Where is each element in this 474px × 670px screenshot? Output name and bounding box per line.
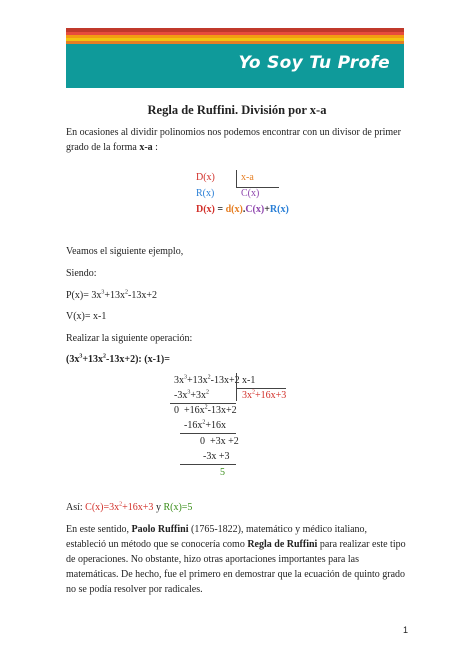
- header-banner: [66, 44, 404, 88]
- division-step-3: $-16x^2+16x$: [184, 419, 226, 431]
- divisor-underline: [236, 388, 286, 389]
- division-step-1: $-3x^3+3x^2$: [174, 389, 209, 401]
- divisor-label: x-a: [241, 172, 254, 183]
- result-line: Así: $C(x)=3x^2+16x+3$ y R(x)=5: [66, 501, 193, 513]
- division-formula: D(x) = d(x).C(x)+R(x): [196, 204, 289, 215]
- closing-paragraph: En este sentido, Paolo Ruffini (1765-1822), matemático y médico italiano, estableció un método que se conocería como Regla de Ruffini para realizar este tipo de operaciones. No obstante, hizo otras aportaciones importantes para las matemáticas. De hecho, fue el primero en demostrar que la ecuación de quinto grado no se podía resolver por radicales.: [66, 524, 406, 595]
- brand-logo: Yo Soy Tu Profe: [238, 53, 390, 73]
- polynomial-p: $P(x)= 3x^3+13x^2-13x+2$: [66, 289, 157, 301]
- polynomial-v: V(x)= x-1: [66, 311, 107, 322]
- page-number: 1: [402, 625, 408, 635]
- division-step-2: $0 +16x^2-13x+2$: [174, 404, 237, 416]
- division-divisor: x-1: [242, 375, 256, 386]
- intro-paragraph: En ocasiones al dividir polinomios nos podemos encontrar con un divisor de primer grado de la forma x-a :: [66, 127, 401, 153]
- division-quotient: $3x^2+16x+3$: [242, 389, 287, 401]
- quotient-label: C(x): [241, 188, 260, 199]
- division-rule-2: [180, 433, 236, 434]
- division-rule-3: [180, 464, 236, 465]
- operation-expression: $(3x^3+13x^2-13x+2)$: (x-1)=: [66, 353, 170, 365]
- division-vertical-line: [236, 373, 237, 401]
- division-step-4: 0 +3x +2: [200, 436, 239, 447]
- operation-label: Realizar la siguiente operación:: [66, 333, 193, 344]
- page-title: Regla de Ruffini. División por x-a: [147, 103, 327, 117]
- example-intro: Veamos el siguiente ejemplo,: [66, 246, 184, 257]
- dividend-label: D(x): [196, 172, 215, 183]
- division-rule-1: [170, 403, 236, 404]
- division-step-5: -3x +3: [203, 451, 230, 462]
- scheme-vertical-line: [236, 170, 237, 188]
- division-remainder: 5: [220, 467, 225, 478]
- siendo-label: Siendo:: [66, 268, 97, 279]
- remainder-label: R(x): [196, 188, 215, 199]
- division-dividend: $3x^3+13x^2-13x+2$: [174, 374, 240, 386]
